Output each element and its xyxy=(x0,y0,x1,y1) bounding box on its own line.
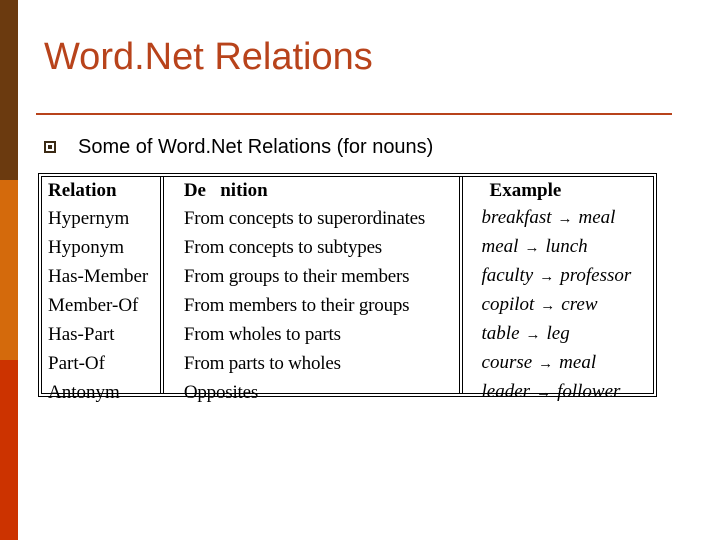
relation-cell: Hyponym xyxy=(48,237,124,259)
example-target: leg xyxy=(546,323,570,345)
relation-cell: Has-Member xyxy=(48,266,149,288)
arrow-icon: → xyxy=(536,385,552,402)
header-definition: De nition xyxy=(183,180,268,202)
definition-cell: From parts to wholes xyxy=(183,353,341,375)
example-source: faculty xyxy=(481,265,534,287)
example-source: copilot xyxy=(481,294,535,316)
table-row xyxy=(42,204,653,233)
arrow-icon: → xyxy=(540,298,556,315)
title-divider xyxy=(36,113,672,115)
table-row xyxy=(42,291,653,320)
definition-cell: From members to their groups xyxy=(183,295,410,317)
relation-cell: Hypernym xyxy=(48,208,130,230)
arrow-icon: → xyxy=(539,269,555,286)
example-source: course xyxy=(481,352,533,374)
relation-cell: Part-Of xyxy=(48,353,105,375)
table-header-row xyxy=(42,177,653,204)
example-source: leader xyxy=(481,381,531,403)
sidebar-segment-middle xyxy=(0,180,18,360)
table-row xyxy=(42,378,653,407)
definition-cell: From wholes to parts xyxy=(183,324,341,346)
definition-cell: From concepts to subtypes xyxy=(183,237,383,259)
table-row xyxy=(42,262,653,291)
bullet-text: Some of Word.Net Relations (for nouns) xyxy=(78,135,434,158)
relation-cell: Member-Of xyxy=(48,295,139,317)
example-cell xyxy=(452,349,653,378)
arrow-icon: → xyxy=(524,240,540,257)
relations-table xyxy=(42,177,653,407)
relation-cell: Has-Part xyxy=(48,324,115,346)
definition-cell: From concepts to superordinates xyxy=(183,208,426,230)
example-cell xyxy=(452,262,653,291)
slide-title: Word.Net Relations xyxy=(44,36,373,78)
definition-cell: From groups to their members xyxy=(183,266,410,288)
relations-table-inner xyxy=(41,176,654,404)
table-row xyxy=(42,233,653,262)
relation-cell: Antonym xyxy=(48,382,120,404)
arrow-icon: → xyxy=(557,211,573,228)
square-bullet-icon xyxy=(44,141,56,153)
bullet-item xyxy=(44,134,433,160)
example-cell xyxy=(452,378,653,407)
arrow-icon: → xyxy=(525,327,541,344)
header-example: Example xyxy=(489,180,562,202)
example-target: lunch xyxy=(545,236,588,258)
example-target: professor xyxy=(560,265,632,287)
relations-table-frame xyxy=(38,173,657,404)
example-source: table xyxy=(481,323,520,345)
example-target: meal xyxy=(559,352,597,374)
sidebar-segment-bottom xyxy=(0,360,18,540)
definition-cell: Opposites xyxy=(183,382,259,404)
example-cell xyxy=(452,233,653,262)
example-target: follower xyxy=(557,381,621,403)
sidebar-segment-top xyxy=(0,0,18,180)
example-source: breakfast xyxy=(481,207,552,229)
example-cell xyxy=(452,291,653,320)
arrow-icon: → xyxy=(538,356,554,373)
example-cell xyxy=(452,204,653,233)
header-relation: Relation xyxy=(48,180,117,202)
table-row xyxy=(42,349,653,378)
example-cell xyxy=(452,320,653,349)
example-target: meal xyxy=(578,207,616,229)
table-row xyxy=(42,320,653,349)
example-source: meal xyxy=(481,236,519,258)
example-target: crew xyxy=(561,294,598,316)
